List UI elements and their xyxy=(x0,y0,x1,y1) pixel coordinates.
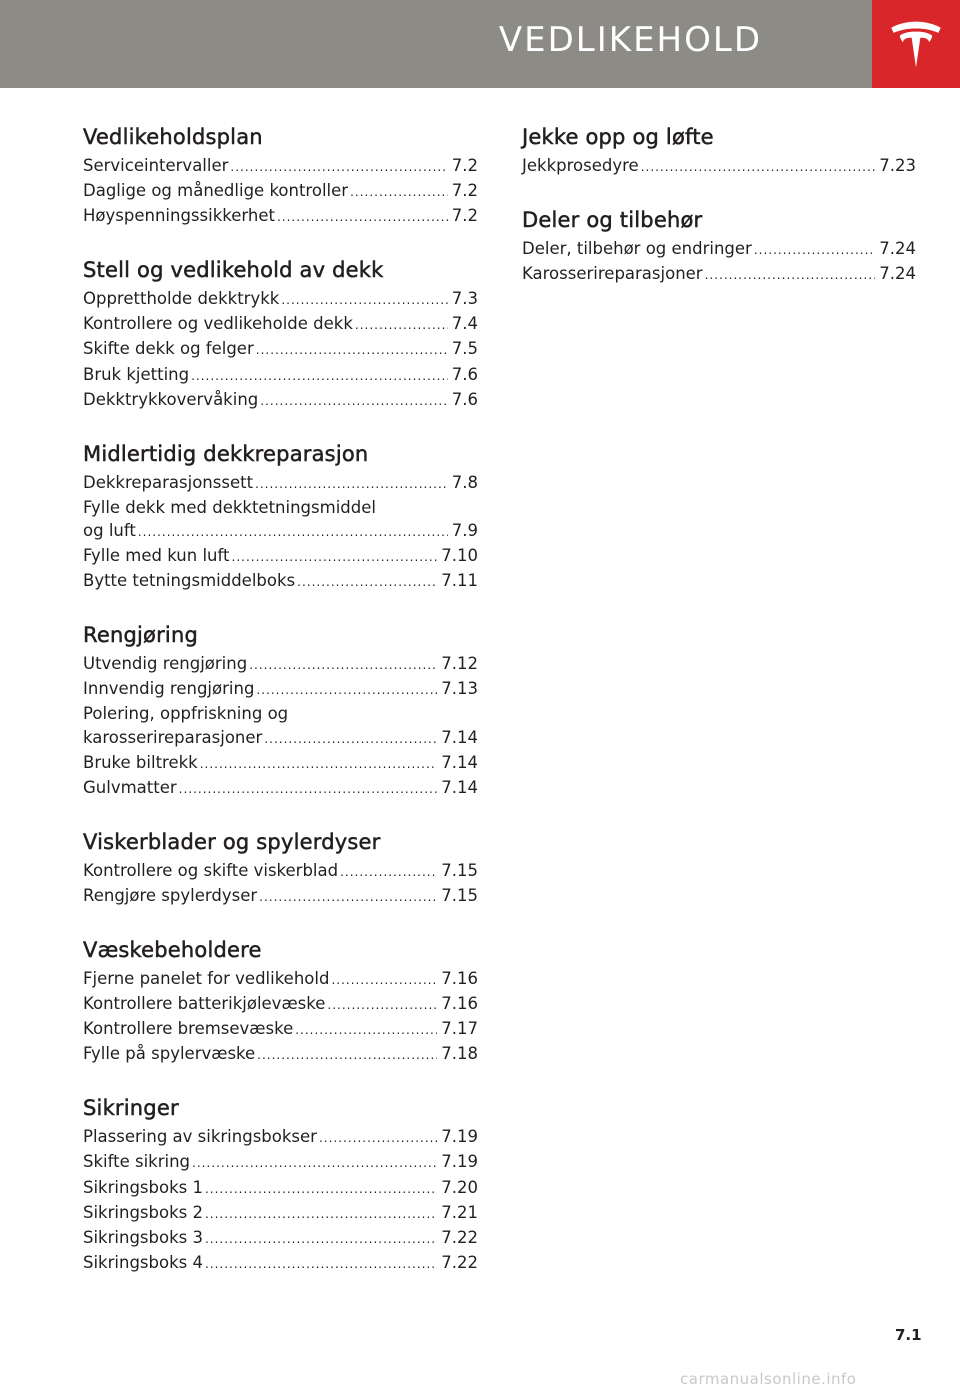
logo-box xyxy=(872,0,960,88)
dot-leader xyxy=(340,861,437,884)
toc-entry[interactable] xyxy=(83,1125,478,1150)
toc-entry[interactable] xyxy=(83,154,478,179)
toc-entry-page: 7.6 xyxy=(451,389,478,409)
toc-entry-page: 7.3 xyxy=(451,289,478,309)
toc-entry-label: Innvendig rengjøring xyxy=(83,679,255,699)
toc-entry-label: Fylle på spylervæske xyxy=(83,1044,256,1064)
toc-entry-label: og luft xyxy=(83,520,136,540)
toc-entry-page: 7.20 xyxy=(441,1177,478,1197)
dot-leader xyxy=(331,969,437,992)
toc-entry[interactable] xyxy=(83,1017,478,1042)
dot-leader xyxy=(230,156,447,179)
section-heading: Stell og vedlikehold av dekk xyxy=(83,258,384,283)
dot-leader xyxy=(256,679,437,702)
dot-leader xyxy=(355,314,448,337)
toc-section-stell-og-vedlikehold-av-dekk xyxy=(83,253,478,412)
toc-entry-label: Skifte sikring xyxy=(83,1152,191,1172)
toc-section-rengjoring xyxy=(83,618,478,801)
toc-entry-label: Sikringsboks 4 xyxy=(83,1252,203,1272)
toc-entry-page: 7.15 xyxy=(441,860,478,880)
toc-entry-label: Bruk kjetting xyxy=(83,364,190,384)
toc-entry-label-line1: Fylle dekk med dekktetningsmiddel xyxy=(83,497,376,517)
toc-entry[interactable] xyxy=(83,751,478,776)
dot-leader xyxy=(138,521,448,544)
section-heading: Jekke opp og løfte xyxy=(522,125,714,149)
toc-entry-page: 7.4 xyxy=(451,314,478,334)
toc-entry-page: 7.15 xyxy=(441,885,478,905)
toc-left-column xyxy=(83,120,478,1300)
dot-leader xyxy=(277,206,448,229)
dot-leader xyxy=(205,1228,437,1251)
toc-entry-label: Karosserireparasjoner xyxy=(522,264,703,284)
toc-entry-page: 7.23 xyxy=(879,156,916,175)
toc-entry[interactable] xyxy=(83,967,478,992)
toc-entry[interactable] xyxy=(83,1201,478,1226)
toc-entry-page: 7.19 xyxy=(441,1127,478,1147)
section-heading: Viskerblader og spylerdyser xyxy=(83,829,381,854)
dot-leader xyxy=(754,239,875,262)
toc-entry-label: Utvendig rengjøring xyxy=(83,654,248,674)
dot-leader xyxy=(249,654,437,677)
toc-entry[interactable] xyxy=(83,287,478,312)
toc-entry-page: 7.14 xyxy=(441,727,478,747)
toc-entry-page: 7.13 xyxy=(441,679,478,699)
toc-entry-page: 7.6 xyxy=(451,364,478,384)
tesla-logo-icon xyxy=(885,13,947,75)
toc-entry-page: 7.17 xyxy=(441,1019,478,1039)
toc-entry-label: Rengjøre spylerdyser xyxy=(83,885,258,905)
chapter-title: VEDLIKEHOLD xyxy=(498,20,762,60)
toc-entry-page: 7.5 xyxy=(451,339,478,359)
toc-entry-label: Sikringsboks 3 xyxy=(83,1227,203,1247)
toc-entry[interactable] xyxy=(83,1150,478,1175)
toc-entry-label: Kontrollere batterikjølevæske xyxy=(83,994,326,1014)
section-heading: Deler og tilbehør xyxy=(522,208,703,233)
dot-leader xyxy=(350,181,448,204)
dot-leader xyxy=(191,365,448,388)
toc-section-midlertidig-dekkreparasjon xyxy=(83,437,478,594)
toc-entry[interactable] xyxy=(83,884,478,909)
toc-entry[interactable] xyxy=(522,154,916,179)
toc-entry[interactable] xyxy=(83,519,478,544)
toc-entry-page: 7.12 xyxy=(441,654,478,674)
header-bar xyxy=(0,0,872,88)
dot-leader xyxy=(264,728,437,751)
toc-entry[interactable] xyxy=(83,677,478,702)
toc-entry-label: Deler, tilbehør og endringer xyxy=(522,239,752,259)
toc-entry-label: Dekktrykkovervåking xyxy=(83,389,259,409)
toc-entry-label: Skifte dekk og felger xyxy=(83,339,254,359)
toc-entry-label: Jekkprosedyre xyxy=(522,156,639,175)
toc-section-jekke-opp-og-lofte xyxy=(522,120,916,179)
toc-entry-page: 7.9 xyxy=(451,520,478,540)
section-heading: Vedlikeholdsplan xyxy=(83,125,263,149)
toc-entry[interactable] xyxy=(83,179,478,204)
toc-entry-label: Fylle med kun luft xyxy=(83,546,230,566)
toc-entry-label: Opprettholde dekktrykk xyxy=(83,289,280,309)
toc-entry-label: Bruke biltrekk xyxy=(83,752,198,772)
toc-section-sikringer xyxy=(83,1091,478,1276)
toc-entry[interactable] xyxy=(83,1176,478,1201)
toc-entry-label: Bytte tetningsmiddelboks xyxy=(83,571,296,591)
toc-entry-page: 7.18 xyxy=(441,1044,478,1064)
dot-leader xyxy=(641,156,876,179)
toc-entry[interactable] xyxy=(83,312,478,337)
dot-leader xyxy=(259,886,437,909)
toc-entry[interactable] xyxy=(83,204,478,229)
dot-leader xyxy=(255,473,448,496)
dot-leader xyxy=(297,571,437,594)
toc-entry-label: Kontrollere og skifte viskerblad xyxy=(83,860,339,880)
dot-leader xyxy=(319,1127,437,1150)
toc-entry-label: Kontrollere og vedlikeholde dekk xyxy=(83,314,353,334)
page-number: 7.1 xyxy=(895,1326,922,1344)
toc-entry-page: 7.2 xyxy=(451,206,478,226)
toc-entry-page: 7.14 xyxy=(441,777,478,797)
toc-entry[interactable] xyxy=(522,237,916,262)
toc-entry[interactable] xyxy=(83,569,478,594)
toc-entry-page: 7.8 xyxy=(451,472,478,492)
toc-entry[interactable] xyxy=(83,1251,478,1276)
toc-entry[interactable] xyxy=(83,388,478,413)
toc-entry-label: karosserireparasjoner xyxy=(83,727,263,747)
toc-entry[interactable] xyxy=(83,337,478,362)
toc-entry-label-line1: Polering, oppfriskning og xyxy=(83,704,289,724)
toc-entry-page: 7.19 xyxy=(441,1152,478,1172)
toc-entry[interactable] xyxy=(83,776,478,801)
section-heading: Væskebeholdere xyxy=(83,937,262,962)
toc-entry[interactable] xyxy=(83,471,478,496)
toc-entry-label: Sikringsboks 2 xyxy=(83,1202,203,1222)
section-heading: Sikringer xyxy=(83,1096,179,1121)
toc-entry-page: 7.22 xyxy=(441,1252,478,1272)
dot-leader xyxy=(200,753,438,776)
dot-leader xyxy=(257,1044,437,1067)
toc-entry-label: Plassering av sikringsbokser xyxy=(83,1127,317,1147)
toc-entry-page: 7.11 xyxy=(441,571,478,591)
dot-leader xyxy=(205,1203,437,1226)
dot-leader xyxy=(281,289,447,312)
toc-entry-label: Serviceintervaller xyxy=(83,156,229,175)
toc-entry-label: Sikringsboks 1 xyxy=(83,1177,203,1197)
dot-leader xyxy=(327,994,437,1017)
toc-entry-label: Høyspenningssikkerhet xyxy=(83,206,275,226)
toc-entry-page: 7.21 xyxy=(441,1202,478,1222)
toc-entry[interactable] xyxy=(83,544,478,569)
toc-entry-page: 7.16 xyxy=(441,994,478,1014)
toc-entry[interactable] xyxy=(83,652,478,677)
toc-entry-label: Kontrollere bremsevæske xyxy=(83,1019,294,1039)
toc-entry[interactable] xyxy=(83,1042,478,1067)
toc-section-vedlikeholdsplan xyxy=(83,120,478,229)
toc-entry-page: 7.22 xyxy=(441,1227,478,1247)
toc-entry[interactable] xyxy=(83,859,478,884)
dot-leader xyxy=(295,1019,437,1042)
dot-leader xyxy=(179,778,438,801)
dot-leader xyxy=(705,264,876,287)
toc-entry-page: 7.14 xyxy=(441,752,478,772)
toc-entry-page: 7.24 xyxy=(879,239,916,259)
toc-entry-label: Dekkreparasjonssett xyxy=(83,472,254,492)
dot-leader xyxy=(205,1178,437,1201)
dot-leader xyxy=(260,390,448,413)
toc-section-vaeskebeholdere xyxy=(83,933,478,1067)
section-heading: Rengjøring xyxy=(83,623,198,648)
toc-entry-label: Fjerne panelet for vedlikehold xyxy=(83,968,330,988)
watermark: carmanualsonline.info xyxy=(680,1370,857,1388)
dot-leader xyxy=(232,546,438,569)
toc-entry[interactable] xyxy=(83,363,478,388)
toc-entry-label: Daglige og månedlige kontroller xyxy=(83,181,349,201)
toc-entry-page: 7.10 xyxy=(441,546,478,566)
toc-entry-page: 7.16 xyxy=(441,968,478,988)
toc-entry[interactable] xyxy=(522,262,916,287)
section-heading: Midlertidig dekkreparasjon xyxy=(83,441,369,466)
dot-leader xyxy=(205,1253,437,1276)
toc-entry-page: 7.24 xyxy=(879,264,916,284)
toc-right-column xyxy=(522,120,916,311)
dot-leader xyxy=(192,1152,437,1175)
toc-section-deler-og-tilbehor xyxy=(522,203,916,287)
toc-entry-page: 7.2 xyxy=(451,181,478,201)
toc-entry[interactable] xyxy=(83,992,478,1017)
toc-entry-label: Gulvmatter xyxy=(83,777,177,797)
toc-entry[interactable] xyxy=(83,726,478,751)
toc-entry-page: 7.2 xyxy=(451,156,478,175)
toc-section-viskerblader-og-spylerdyser xyxy=(83,825,478,909)
dot-leader xyxy=(256,339,448,362)
toc-entry[interactable] xyxy=(83,1226,478,1251)
